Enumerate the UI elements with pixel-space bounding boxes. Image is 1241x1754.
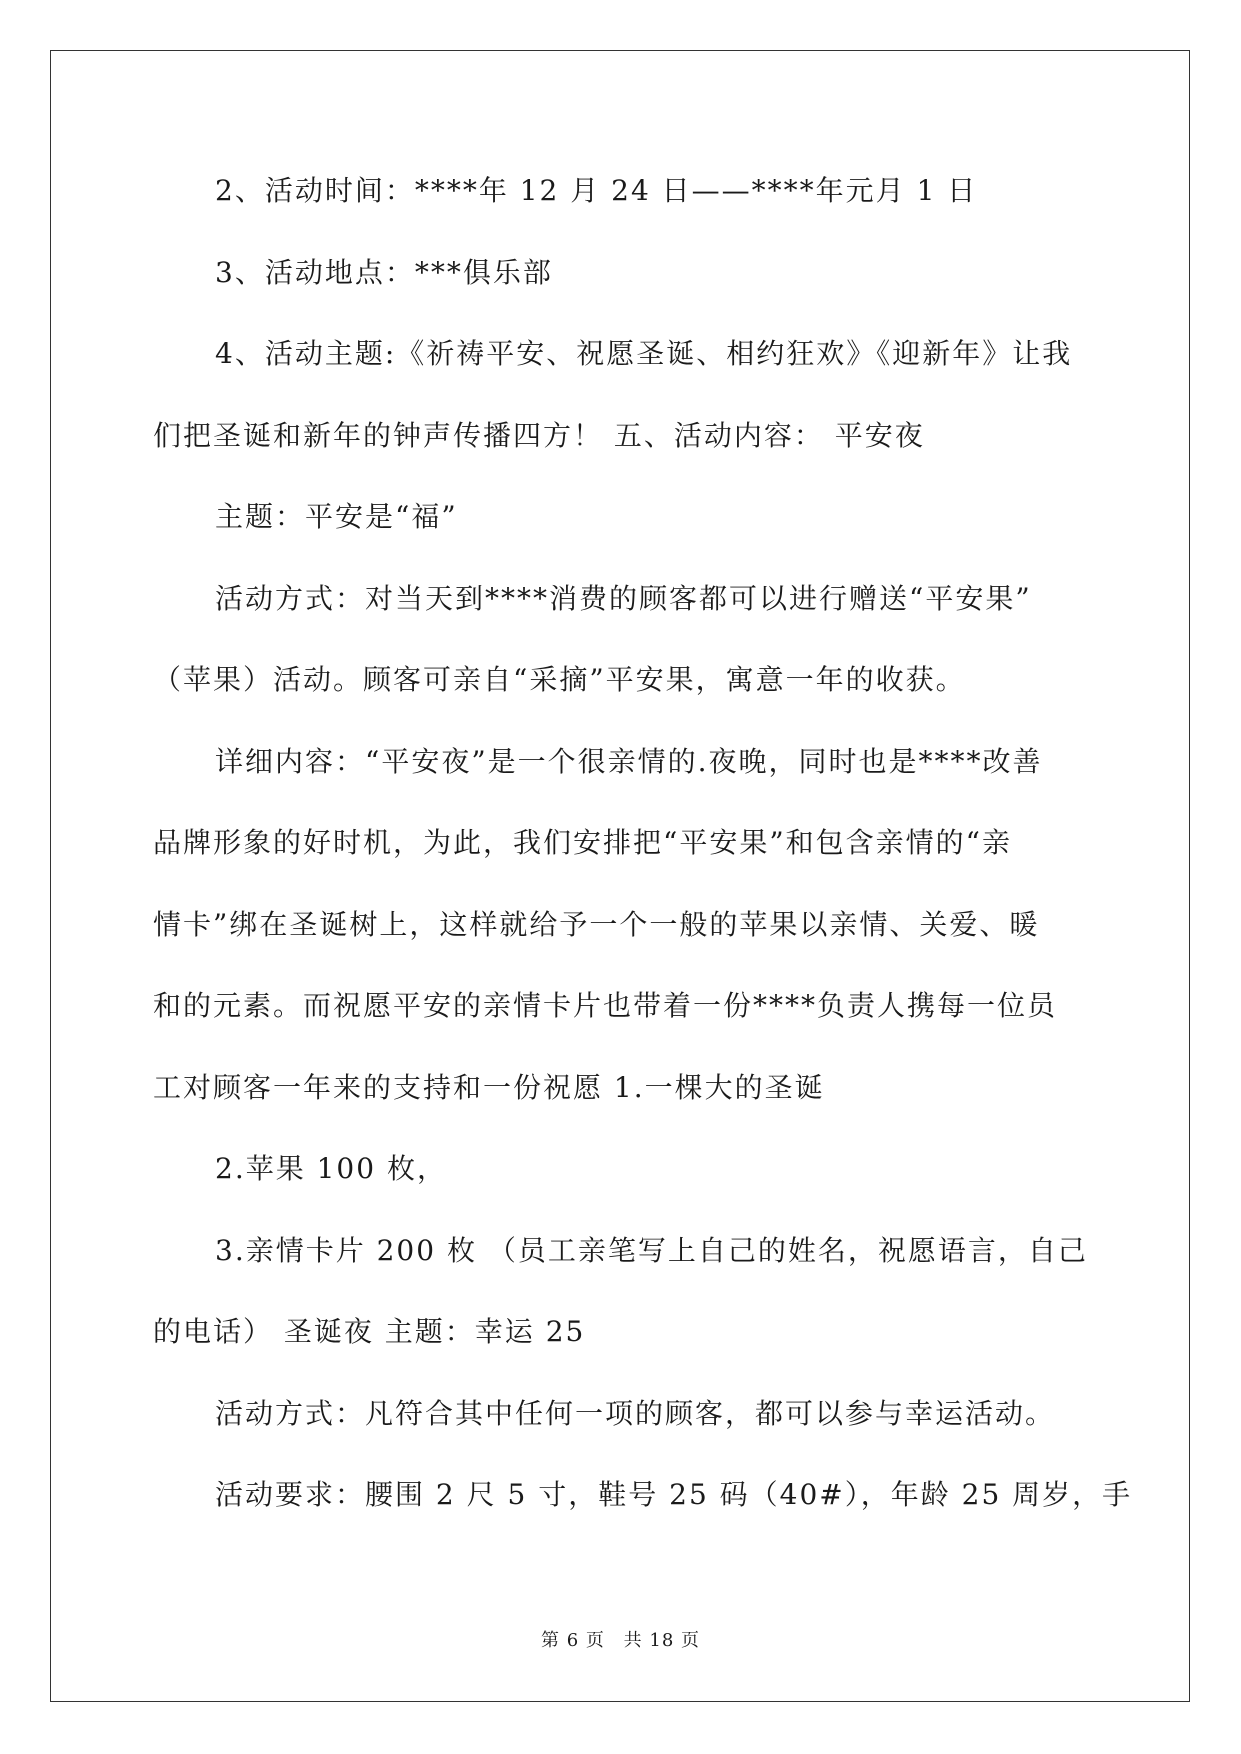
page-footer bbox=[0, 1626, 1241, 1652]
page-number: 第 6 页 bbox=[541, 1630, 605, 1651]
text-line-details-cont-2: 情卡”绑在圣诞树上，这样就给予一个一般的苹果以亲情、关爱、暖 bbox=[153, 907, 1040, 941]
text-line-activity-theme: 4、活动主题:《祈祷平安、祝愿圣诞、相约狂欢》《迎新年》让我 bbox=[215, 337, 1073, 370]
text-line-requirements: 活动要求：腰围 2 尺 5 寸，鞋号 25 码（40#），年龄 25 周岁，手 bbox=[215, 1478, 1133, 1511]
text-line-cards: 3.亲情卡片 200 枚 （员工亲笔写上自己的姓名，祝愿语言，自己 bbox=[215, 1233, 1088, 1267]
text-line-method: 活动方式：对当天到****消费的顾客都可以进行赠送“平安果” bbox=[215, 581, 1032, 615]
text-line-method-cont: （苹果）活动。顾客可亲自“采摘”平安果，寓意一年的收获。 bbox=[153, 663, 966, 696]
text-line-activity-location: 3、活动地点：***俱乐部 bbox=[215, 255, 553, 289]
text-line-activity-theme-cont: 们把圣诞和新年的钟声传播四方！ 五、活动内容： 平安夜 bbox=[153, 418, 925, 452]
text-line-cards-cont: 的电话） 圣诞夜 主题：幸运 25 bbox=[153, 1315, 586, 1348]
text-line-topic: 主题：平安是“福” bbox=[215, 500, 458, 533]
text-line-details: 详细内容：“平安夜”是一个很亲情的.夜晚，同时也是****改善 bbox=[215, 744, 1043, 778]
text-line-details-cont-4: 工对顾客一年来的支持和一份祝愿 1.一棵大的圣诞 bbox=[153, 1070, 825, 1104]
text-line-apples: 2.苹果 100 枚， bbox=[215, 1152, 447, 1185]
text-line-details-cont-3: 和的元素。而祝愿平安的亲情卡片也带着一份****负责人携每一位员 bbox=[153, 989, 1058, 1022]
document-body bbox=[153, 162, 1133, 1548]
page-total: 共 18 页 bbox=[623, 1630, 700, 1651]
text-line-method-2: 活动方式：凡符合其中任何一项的顾客，都可以参与幸运活动。 bbox=[215, 1396, 1056, 1430]
text-line-activity-time: 2、活动时间：****年 12 月 24 日——****年元月 1 日 bbox=[215, 174, 978, 207]
text-line-details-cont-1: 品牌形象的好时机，为此，我们安排把“平安果”和包含亲情的“亲 bbox=[153, 826, 1012, 859]
